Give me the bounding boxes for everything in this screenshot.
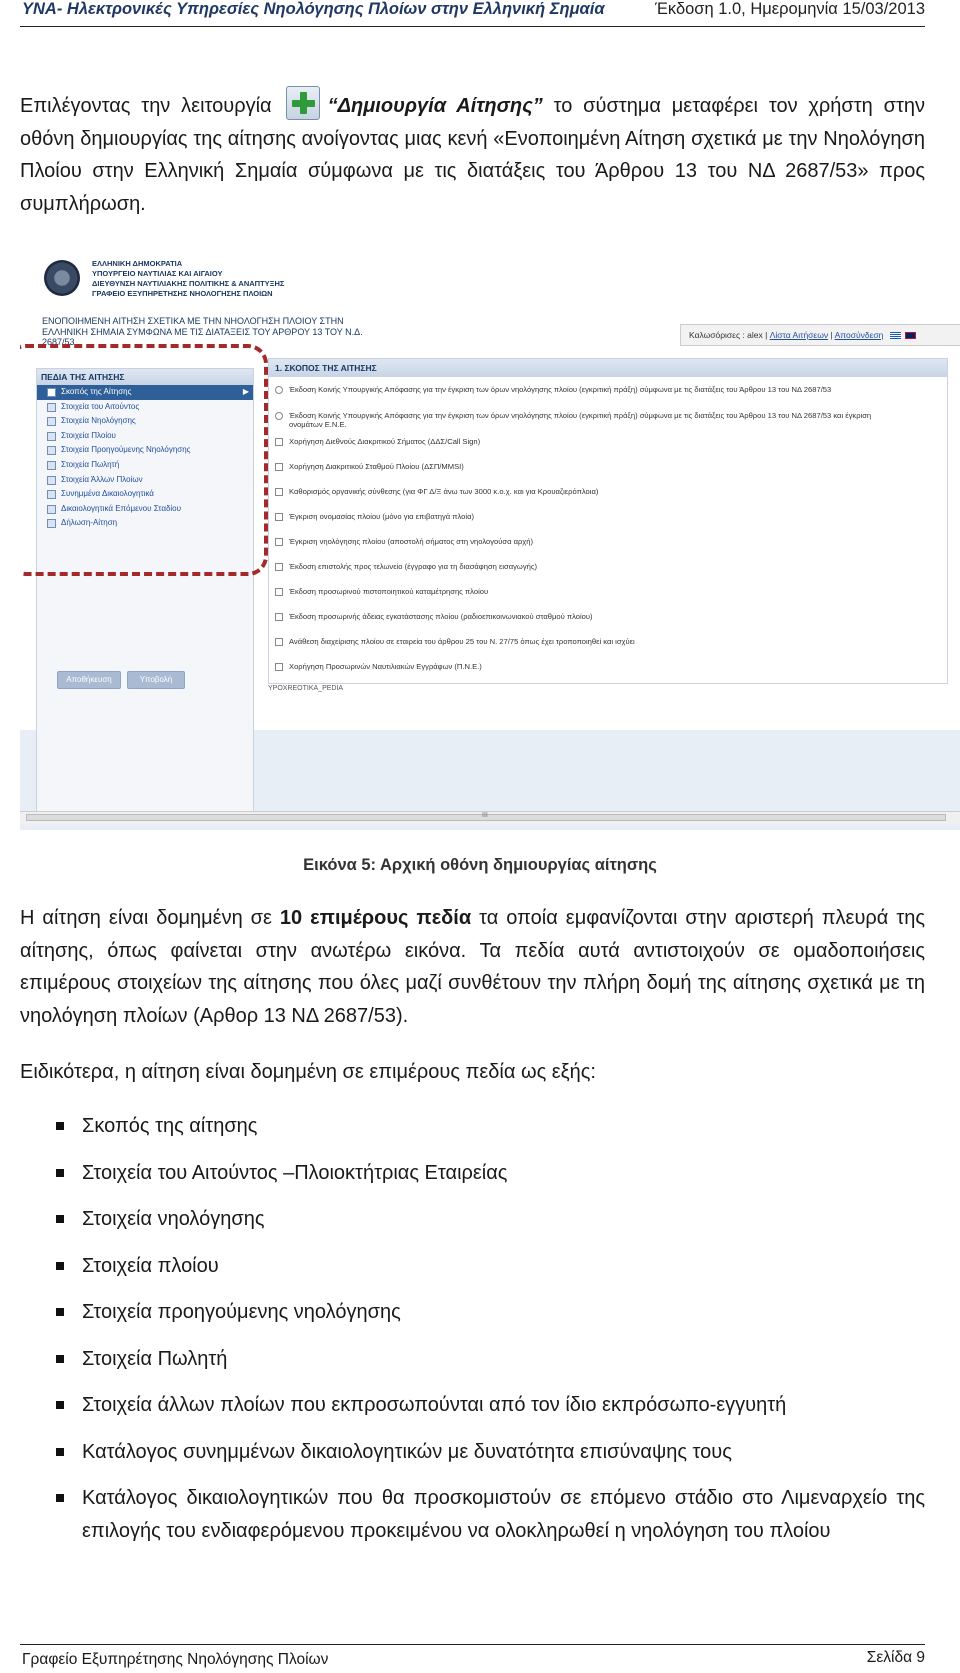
list-item-text: Στοιχεία προηγούμενης νηολόγησης bbox=[82, 1301, 401, 1323]
bullet-square-icon bbox=[56, 1401, 64, 1409]
app-title-line: ΕΛΛΗΝΙΚΗ ΣΗΜΑΙΑ ΣΥΜΦΩΝΑ ΜΕ ΤΙΣ ΔΙΑΤΑΞΕΙΣ ΤΟΥ ΑΡΘΡΟΥ 13 ΤΟΥ Ν.Δ. bbox=[42, 326, 363, 337]
purpose-option[interactable] bbox=[275, 512, 947, 537]
option-label: Έκδοση Κοινής Υπουργικής Απόφασης για την έγκριση των όρων νηολόγησης πλοίου (εγκριτική πράξη) σύμφωνα με τις διατάξεις του Άρθρου 13 του ΝΔ 2687/53 bbox=[289, 385, 832, 394]
purpose-option[interactable] bbox=[275, 612, 947, 637]
screenshot-page bbox=[20, 244, 960, 730]
list-item bbox=[56, 1482, 925, 1547]
option-label: Χορήγηση Προσωρινών Ναυτιλιακών Εγγράφων (Π.Ν.Ε.) bbox=[289, 662, 482, 671]
org-line: ΔΙΕΥΘΥΝΣΗ ΝΑΥΤΙΛΙΑΚΗΣ ΠΟΛΙΤΙΚΗΣ & ΑΝΑΠΤΥΞΗΣ bbox=[92, 279, 285, 288]
sidebar-item-label: Συνημμένα Δικαιολογητικά bbox=[61, 489, 154, 499]
list-item bbox=[56, 1343, 925, 1376]
option-label: Έγκριση ονομασίας πλοίου (μόνο για επιβατηγά πλοία) bbox=[289, 512, 475, 521]
radio-icon[interactable] bbox=[275, 412, 283, 420]
sidebar-item-label: Στοιχεία του Αιτούντος bbox=[61, 401, 140, 411]
purpose-option[interactable] bbox=[275, 562, 947, 587]
list-item-text: Στοιχεία Πωλητή bbox=[82, 1347, 228, 1370]
horizontal-scrollbar[interactable] bbox=[20, 811, 960, 824]
checkbox-icon[interactable] bbox=[275, 513, 283, 521]
option-label: Χορήγηση Διεθνούς Διακριτικού Σήματος (ΔΔΣ/Call Sign) bbox=[289, 437, 481, 446]
page-header bbox=[20, 0, 925, 27]
figure-caption: Εικόνα 5: Αρχική οθόνη δημιουργίας αίτησης bbox=[303, 856, 657, 874]
sidebar-item-label: Στοιχεία Πωλητή bbox=[61, 459, 120, 469]
purpose-panel-title: 1. ΣΚΟΠΟΣ ΤΗΣ ΑΙΤΗΣΗΣ bbox=[269, 359, 947, 377]
arrow-right-icon: ▶ bbox=[242, 387, 249, 396]
fields-list bbox=[56, 1110, 925, 1561]
option-label: Έκδοση Κοινής Υπουργικής Απόφασης για την έγκριση των όρων νηολόγησης πλοίου (εγκριτική πράξη) σύμφωνα με τις διατάξεις του Άρθρου 13 του ΝΔ 2687/53 και έγκριση bbox=[289, 411, 872, 420]
sidebar-item-label: Σκοπός της Αίτησης bbox=[61, 387, 132, 396]
sidebar-title: ΠΕΔΙΑ ΤΗΣ ΑΙΤΗΣΗΣ bbox=[37, 369, 253, 385]
option-label-cont: ονομάτων Ε.Ν.Ε. bbox=[289, 420, 347, 429]
purpose-option[interactable] bbox=[275, 537, 947, 562]
bullet-square-icon bbox=[56, 1448, 64, 1456]
org-line: ΓΡΑΦΕΙΟ ΕΞΥΠΗΡΕΤΗΣΗΣ ΝΗΟΛΟΓΗΣΗΣ ΠΛΟΙΩΝ bbox=[92, 289, 273, 298]
logout-link[interactable]: Αποσύνδεση bbox=[834, 330, 884, 340]
add-plus-icon bbox=[286, 86, 320, 120]
list-item-text: Στοιχεία νηολόγησης bbox=[82, 1208, 265, 1230]
list-item bbox=[56, 1250, 925, 1283]
scroll-grip-icon: III bbox=[482, 812, 488, 819]
option-label: Έκδοση προσωρινής άδειας εγκατάστασης πλοίου (ραδιοεπικοινωνιακού σταθμού πλοίου) bbox=[289, 612, 593, 621]
checkbox-icon[interactable] bbox=[275, 438, 283, 446]
option-label: Ανάθεση διαχείρισης πλοίου σε εταιρεία του άρθρου 25 του Ν. 27/75 όπως έχει τροποποιηθεί και ισχύει bbox=[289, 637, 635, 646]
page-footer bbox=[20, 1644, 925, 1673]
submit-button[interactable]: Υποβολή bbox=[127, 671, 185, 689]
save-button[interactable]: Αποθήκευση bbox=[57, 671, 121, 689]
sidebar-item-label: Στοιχεία Άλλων Πλοίων bbox=[61, 474, 143, 484]
option-label: Έκδοση προσωρινού πιστοποιητικού καταμέτρησης πλοίου bbox=[289, 587, 489, 596]
sidebar-item-label: Δικαιολογητικά Επόμενου Σταδίου bbox=[61, 503, 182, 513]
purpose-option[interactable] bbox=[275, 487, 947, 512]
checkbox-icon[interactable] bbox=[275, 538, 283, 546]
user-bar: Καλωσόρισες : alex | Λίστα Αιτήσεων | Αποσύνδεση bbox=[680, 324, 960, 346]
para2-after: τα οποία εμφανίζονται στην αριστερή πλευρά της αίτησης, όπως φαίνεται στην ανωτέρω εικόνα. Τα πεδία αυτά αντιστοιχούν σε ομαδοποιήσεις επιμέρους στοιχείων της αίτησης που όλες μαζί συνθέτουν την πλήρη δομή της αίτησης σχετικά με τη νηολόγηση πλοίων (Αρθορ 13 ΝΔ 2687/53). bbox=[20, 907, 925, 1027]
sidebar-item-label: Δήλωση-Αίτηση bbox=[61, 518, 118, 528]
checkbox-icon[interactable] bbox=[275, 488, 283, 496]
list-item-text: Στοιχεία πλοίου bbox=[82, 1254, 219, 1277]
checkbox-icon[interactable] bbox=[275, 613, 283, 621]
option-label: Χορήγηση Διακριτικού Σταθμού Πλοίου (ΔΣΠ/MMSI) bbox=[289, 462, 464, 471]
list-item bbox=[56, 1389, 925, 1422]
intro-action-label: “Δημιουργία Αίτησης” bbox=[327, 95, 543, 117]
list-item-text: Κατάλογος δικαιολογητικών που θα προσκομιστούν σε επόμενο στάδιο στο Λιμεναρχείο της επιλογής του ενδιαφερόμενου προκειμένου να ολοκληρωθεί η νηολόγηση του πλοίου bbox=[82, 1487, 925, 1542]
option-label: Έγκριση νηολόγησης πλοίου (αποστολή σήματος στη νηολογούσα αρχή) bbox=[289, 537, 534, 546]
list-item-text: Στοιχεία άλλων πλοίων που εκπροσωπούνται από τον ίδιο εκπρόσωπο-εγγυητή bbox=[82, 1394, 787, 1416]
list-item-text: Στοιχεία του Αιτούντος –Πλοιοκτήτριας Εταιρείας bbox=[82, 1161, 508, 1184]
checkbox-icon[interactable] bbox=[275, 638, 283, 646]
list-item bbox=[56, 1436, 925, 1469]
bullet-square-icon bbox=[56, 1169, 64, 1177]
para2-bold: 10 επιμέρους πεδία bbox=[279, 907, 472, 929]
purpose-option[interactable] bbox=[275, 411, 947, 437]
option-label: Έκδοση επιστολής προς τελωνείο (έγγραφο για τη διασάφηση εισαγωγής) bbox=[289, 562, 538, 571]
org-line: ΥΠΟΥΡΓΕΙΟ ΝΑΥΤΙΛΙΑΣ ΚΑΙ ΑΙΓΑΙΟΥ bbox=[92, 269, 223, 278]
bullet-square-icon bbox=[56, 1122, 64, 1130]
purpose-option[interactable] bbox=[275, 662, 947, 682]
bullet-square-icon bbox=[56, 1308, 64, 1316]
purpose-panel bbox=[268, 358, 948, 684]
organization-block bbox=[92, 259, 284, 299]
fields-intro-paragraph: Ειδικότερα, η αίτηση είναι δομημένη σε επιμέρους πεδία ως εξής: bbox=[20, 1061, 596, 1083]
greek-crest-icon bbox=[44, 260, 80, 296]
app-title-line: ΕΝΟΠΟΙΗΜΕΝΗ ΑΙΤΗΣΗ ΣΧΕΤΙΚΑ ΜΕ ΤΗΝ ΝΗΟΛΟΓΗΣΗ ΠΛΟΙΟΥ ΣΤΗΝ bbox=[42, 316, 344, 326]
purpose-option[interactable] bbox=[275, 637, 947, 662]
bullet-square-icon bbox=[56, 1494, 64, 1502]
welcome-text: Καλωσόρισες : alex bbox=[689, 330, 763, 340]
list-item bbox=[56, 1157, 925, 1190]
bullet-square-icon bbox=[56, 1355, 64, 1363]
list-item bbox=[56, 1110, 925, 1143]
uk-flag-icon[interactable] bbox=[905, 332, 916, 339]
bullet-square-icon bbox=[56, 1215, 64, 1223]
org-line: ΕΛΛΗΝΙΚΗ ΔΗΜΟΚΡΑΤΙΑ bbox=[92, 259, 183, 268]
footer-office: Γραφείο Εξυπηρέτησης Νηολόγησης Πλοίων bbox=[22, 1651, 329, 1668]
intro-before: Επιλέγοντας την λειτουργία bbox=[20, 95, 272, 117]
purpose-option[interactable] bbox=[275, 587, 947, 612]
page-number: Σελίδα 9 bbox=[866, 1649, 925, 1666]
screen-code: YPOXREOTIKA_PEDIA bbox=[268, 685, 344, 692]
sidebar-item-label: Στοιχεία Προηγούμενης Νηολόγησης bbox=[61, 445, 191, 455]
para2-before: Η αίτηση είναι δομημένη σε bbox=[20, 907, 280, 929]
list-item bbox=[56, 1296, 925, 1329]
sidebar-item-label: Στοιχεία Νηολόγησης bbox=[61, 416, 136, 426]
app-title bbox=[42, 316, 363, 348]
purpose-option[interactable] bbox=[275, 385, 947, 411]
sidebar-item-label: Στοιχεία Πλοίου bbox=[61, 430, 116, 440]
list-item-text: Σκοπός της αίτησης bbox=[82, 1115, 258, 1137]
greek-flag-icon[interactable] bbox=[890, 332, 901, 339]
purpose-option[interactable] bbox=[275, 437, 947, 462]
highlight-dashed-frame bbox=[20, 344, 268, 576]
option-label: Καθορισμός οργανικής σύνθεσης (για ΦΓ Δ/Ξ άνω των 3000 κ.ο.χ. και για Κρουαζιερόπλοια) bbox=[289, 487, 599, 496]
app-title-line: 2687/53 bbox=[42, 337, 75, 347]
header-version: Έκδοση 1.0, Ημερομηνία 15/03/2013 bbox=[654, 0, 925, 18]
header-title: ΥΝΑ- Ηλεκτρονικές Υπηρεσίες Νηολόγησης Πλοίων στην Ελληνική Σημαία bbox=[22, 0, 605, 18]
checkbox-icon[interactable] bbox=[275, 463, 283, 471]
intro-after: το σύστημα μεταφέρει τον χρήστη στην οθόνη δημιουργίας της αίτησης ανοίγοντας μιας κενή «Ενοποιημένη Αίτηση σχετικά με την Νηολόγηση Πλοίου στην Ελληνική Σημαία σύμφωνα με τις διατάξεις του Άρθρου 13 του ΝΔ 2687/53» προς συμπλήρωση. bbox=[20, 95, 926, 215]
checkbox-icon[interactable] bbox=[275, 563, 283, 571]
requests-list-link[interactable]: Λίστα Αιτήσεων bbox=[769, 330, 829, 340]
radio-icon[interactable] bbox=[275, 386, 283, 394]
list-item bbox=[56, 1203, 925, 1236]
checkbox-icon[interactable] bbox=[275, 663, 283, 671]
application-screenshot bbox=[20, 244, 960, 830]
structure-paragraph bbox=[20, 902, 925, 1032]
bullet-square-icon bbox=[56, 1262, 64, 1270]
checkbox-icon[interactable] bbox=[275, 588, 283, 596]
purpose-option[interactable] bbox=[275, 462, 947, 487]
intro-paragraph bbox=[20, 86, 925, 220]
list-item-text: Κατάλογος συνημμένων δικαιολογητικών με δυνατότητα επισύναψης τους bbox=[82, 1440, 732, 1463]
